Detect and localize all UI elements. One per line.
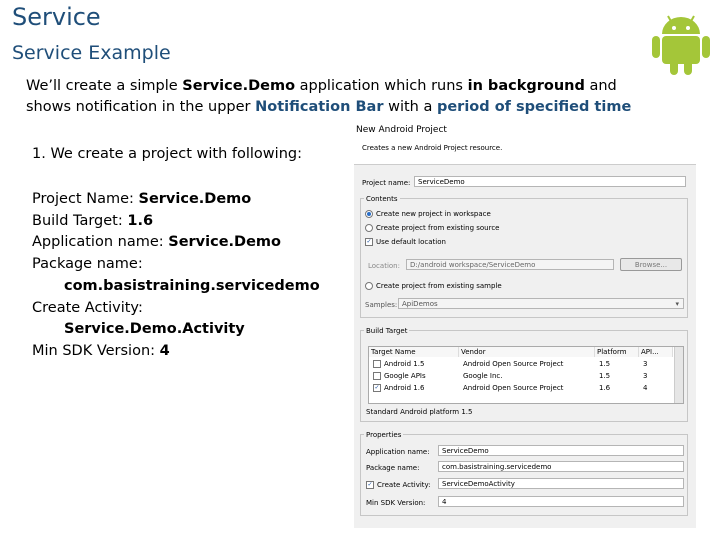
new-project-dialog (354, 124, 696, 528)
package-name-label: Package name: (366, 464, 420, 472)
location-label: Location: (368, 262, 400, 270)
row-api: 3 (643, 360, 648, 368)
min-sdk-input[interactable]: 4 (438, 496, 684, 507)
detail-application-name: Application name: Service.Demo (32, 234, 281, 251)
dialog-title: New Android Project (356, 125, 447, 135)
column-api[interactable]: API... (639, 347, 673, 357)
column-target-name[interactable]: Target Name (369, 347, 459, 357)
table-row[interactable]: ✓ Android 1.6 (374, 384, 425, 392)
android-logo-icon (650, 6, 712, 76)
intro-paragraph: We’ll create a simple Service.Demo application which runs in background and shows notification in the upper Notification Bar with a period of specified time (26, 78, 632, 115)
radio-existing-sample[interactable]: Create project from existing sample (365, 282, 502, 290)
row-vendor: Android Open Source Project (463, 384, 564, 392)
create-activity-input[interactable]: ServiceDemoActivity (438, 478, 684, 489)
row-platform: 1.6 (599, 384, 611, 392)
properties-label: Properties (366, 431, 402, 439)
standard-platform-label: Standard Android platform 1.5 (366, 408, 473, 416)
chevron-down-icon: ▾ (675, 300, 679, 308)
radio-new-project[interactable]: Create new project in workspace (365, 210, 491, 218)
samples-label: Samples: (365, 301, 398, 309)
samples-select[interactable]: ApiDemos ▾ (398, 298, 684, 309)
browse-button[interactable]: Browse... (620, 258, 682, 271)
dialog-header (354, 124, 696, 165)
build-target-label: Build Target (366, 327, 408, 335)
row-vendor: Android Open Source Project (463, 360, 564, 368)
table-scrollbar[interactable] (674, 347, 683, 403)
detail-package-value: com.basistraining.servicedemo (64, 277, 320, 294)
detail-create-activity-value: Service.Demo.Activity (64, 321, 245, 338)
create-activity-checkbox[interactable]: ✓ Create Activity: (367, 481, 431, 489)
package-name-input[interactable]: com.basistraining.servicedemo (438, 461, 684, 472)
project-name-input[interactable]: ServiceDemo (414, 176, 686, 187)
step-1: 1. We create a project with following: (32, 146, 302, 162)
location-input[interactable]: D:/android workspace/ServiceDemo (406, 259, 614, 270)
column-platform[interactable]: Platform (595, 347, 639, 357)
row-platform: 1.5 (599, 372, 611, 380)
slide-subtitle: Service Example (12, 42, 171, 64)
table-row[interactable]: Android 1.5 (371, 359, 424, 370)
project-details (32, 189, 320, 363)
radio-existing-source[interactable]: Create project from existing source (365, 224, 499, 232)
table-row[interactable]: Google APIs (371, 371, 426, 382)
min-sdk-label: Min SDK Version: (366, 499, 426, 507)
row-platform: 1.5 (599, 360, 611, 368)
dialog-description: Creates a new Android Project resource. (362, 144, 503, 152)
column-vendor[interactable]: Vendor (459, 347, 595, 357)
row-api: 4 (643, 384, 648, 392)
build-target-table (368, 346, 684, 404)
project-name-label: Project name: (362, 179, 411, 187)
detail-min-sdk: Min SDK Version: 4 (32, 342, 170, 359)
app-name-input[interactable]: ServiceDemo (438, 445, 684, 456)
row-vendor: Google Inc. (463, 372, 503, 380)
detail-package-label: Package name: (32, 256, 143, 273)
app-name-label: Application name: (366, 448, 430, 456)
contents-label: Contents (366, 195, 398, 203)
detail-build-target: Build Target: 1.6 (32, 212, 154, 229)
detail-project-name: Project Name: Service.Demo (32, 191, 252, 207)
use-default-location-checkbox[interactable]: ✓ Use default location (366, 238, 446, 246)
detail-create-activity-label: Create Activity: (32, 299, 143, 316)
slide-title: Service (12, 3, 101, 31)
row-api: 3 (643, 372, 648, 380)
